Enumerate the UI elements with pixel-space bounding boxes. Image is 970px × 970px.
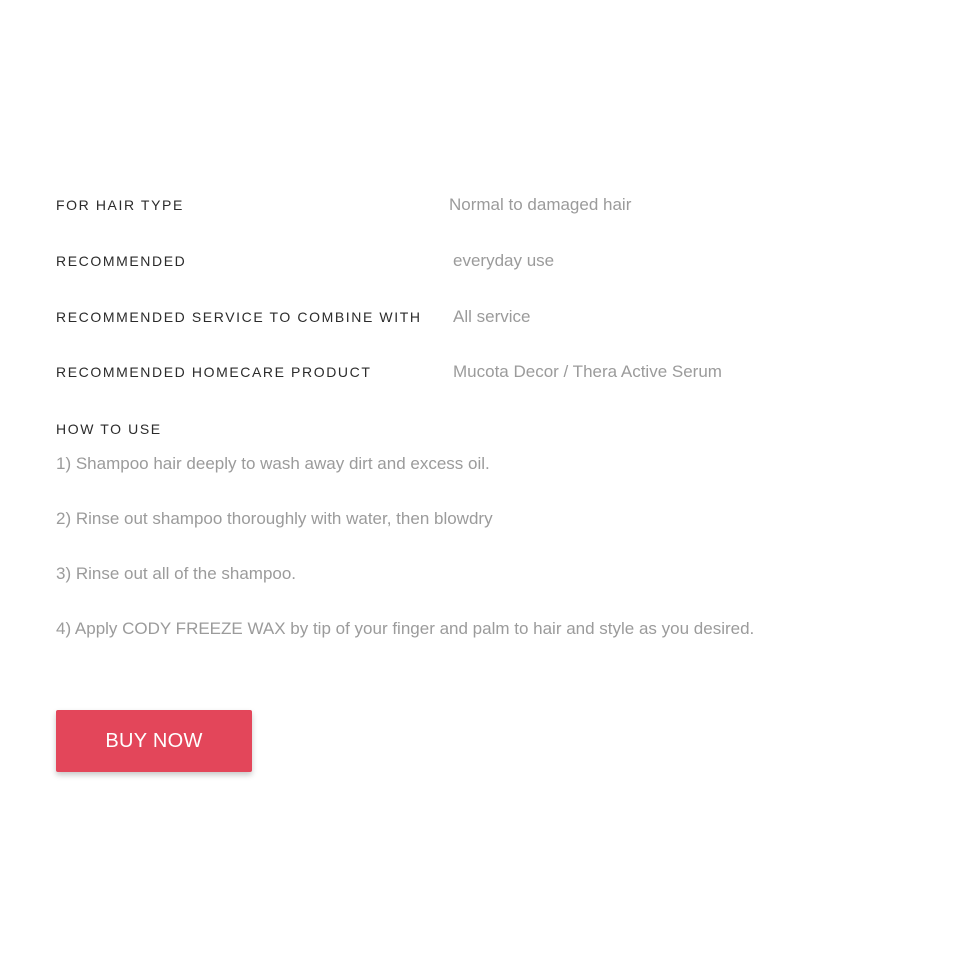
how-to-use-heading: HOW TO USE <box>56 421 162 437</box>
spec-row-recommended-service <box>56 305 936 329</box>
step-item: 3) Rinse out all of the shampoo. <box>56 564 297 583</box>
step-item: 4) Apply CODY FREEZE WAX by tip of your finger and palm to hair and style as you desired. <box>56 619 755 638</box>
buy-now-button[interactable]: BUY NOW <box>56 710 252 772</box>
spec-row-recommended <box>56 249 936 273</box>
spec-label: FOR HAIR TYPE <box>56 197 184 213</box>
spec-label: RECOMMENDED HOMECARE PRODUCT <box>56 364 372 380</box>
product-specs <box>56 0 936 420</box>
spec-label: RECOMMENDED SERVICE TO COMBINE WITH <box>56 309 422 325</box>
spec-row-homecare-product <box>56 360 936 384</box>
spec-value: Normal to damaged hair <box>449 195 632 214</box>
spec-label: RECOMMENDED <box>56 253 187 269</box>
spec-value: everyday use <box>453 251 555 270</box>
spec-value: All service <box>453 307 531 326</box>
how-to-use-steps <box>56 452 936 672</box>
step-item: 1) Shampoo hair deeply to wash away dirt and excess oil. <box>56 454 490 473</box>
step-item: 2) Rinse out shampoo thoroughly with water, then blowdry <box>56 509 493 528</box>
spec-value: Mucota Decor / Thera Active Serum <box>453 362 722 381</box>
spec-row-hair-type <box>56 193 936 217</box>
